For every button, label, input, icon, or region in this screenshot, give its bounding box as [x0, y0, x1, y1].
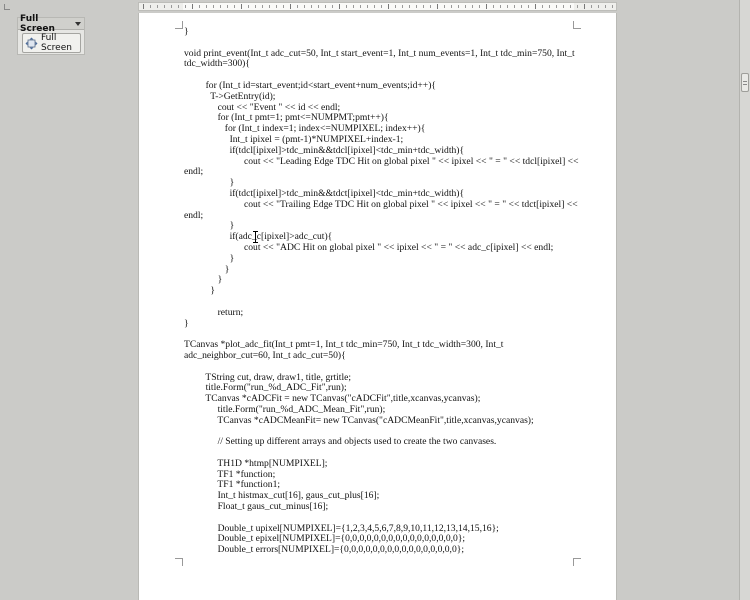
fullscreen-icon	[25, 37, 38, 50]
document-line[interactable]: // Setting up different arrays and objects used to create the two canvases.	[184, 436, 497, 448]
document-line[interactable]: TCanvas *plot_adc_fit(Int_t pmt=1, Int_t tdc_min=750, Int_t tdc_width=300, Int_t	[184, 339, 504, 351]
document-line[interactable]: }	[184, 263, 230, 275]
ruler-tick	[430, 5, 431, 8]
ruler-tick	[521, 5, 522, 8]
crop-mark	[175, 21, 183, 29]
full-screen-button-label: Full Screen	[41, 33, 72, 53]
document-line[interactable]: return;	[184, 306, 244, 318]
crop-mark	[175, 558, 183, 566]
ruler-tick	[150, 5, 151, 8]
document-line[interactable]: TH1D *htmp[NUMPIXEL];	[184, 457, 328, 469]
ruler-tick	[220, 5, 221, 8]
document-line[interactable]: TCanvas *cADCFit = new TCanvas("cADCFit",title,xcanvas,ycanvas);	[184, 393, 481, 405]
document-line[interactable]: for (Int_t pmt=1; pmt<=NUMPMT;pmt++){	[184, 112, 389, 124]
document-line[interactable]: TF1 *function1;	[184, 479, 281, 491]
ruler-tick	[612, 5, 613, 8]
vertical-scrollbar-thumb[interactable]	[741, 73, 749, 92]
document-line[interactable]: cout << "Event " << id << endl;	[184, 101, 341, 113]
ruler-tick	[213, 5, 214, 8]
document-line[interactable]	[184, 362, 574, 373]
ruler-tick	[458, 5, 459, 8]
ruler-tick	[332, 5, 333, 8]
document-line[interactable]: Int_t ipixel = (pmt-1)*NUMPIXEL+index-1;	[184, 133, 404, 145]
ruler-tick	[479, 5, 480, 8]
ruler-tick	[367, 5, 368, 8]
document-line[interactable]: }	[184, 220, 235, 232]
ruler-tick	[374, 5, 375, 8]
ruler-tick	[472, 5, 473, 8]
ruler-tick	[318, 5, 319, 8]
document-line[interactable]: Double_t epixel[NUMPIXEL]={0,0,0,0,0,0,0,0,0,0,0,0,0,0,0,0};	[184, 533, 466, 545]
ruler-tick	[556, 5, 557, 8]
ruler-tick	[248, 5, 249, 8]
ruler-tick	[325, 5, 326, 8]
document-line[interactable]: Float_t gaus_cut_minus[16];	[184, 501, 329, 513]
ruler-tick	[269, 5, 270, 8]
text-cursor-icon	[252, 231, 259, 243]
ruler-tick	[171, 5, 172, 8]
ruler-tick	[549, 5, 550, 8]
ruler-tick	[535, 4, 536, 9]
ruler-tick	[388, 4, 389, 9]
document-line[interactable]: }	[184, 285, 215, 297]
ruler-tick	[353, 5, 354, 8]
ruler-tick	[185, 5, 186, 8]
crop-mark	[573, 558, 581, 566]
ruler-tick	[409, 5, 410, 8]
document-line[interactable]: TString cut, draw, draw1, title, grtitle;	[184, 371, 352, 383]
document-line[interactable]: cout << "ADC Hit on global pixel " << ipixel << " = " << adc_c[ipixel] << endl;	[184, 241, 554, 253]
ruler-tick	[500, 5, 501, 8]
document-line[interactable]: void print_event(Int_t adc_cut=50, Int_t start_event=1, Int_t num_events=1, Int_t tdc_min=750, Int_t	[184, 47, 575, 59]
ruler-tick	[563, 5, 564, 8]
document-line[interactable]: title.Form("run_%d_ADC_Fit",run);	[184, 382, 347, 394]
grip-icon	[743, 81, 747, 85]
document-line[interactable]: TCanvas *cADCMeanFit= new TCanvas("cADCMeanFit",title,xcanvas,ycanvas);	[184, 414, 534, 426]
ruler-tick	[227, 5, 228, 8]
ruler-tick	[178, 5, 179, 8]
ruler-tick	[444, 5, 445, 8]
document-line[interactable]: Double_t upixel[NUMPIXEL]={1,2,3,4,5,6,7,8,9,10,11,12,13,14,15,16};	[184, 522, 499, 534]
document-line[interactable]: T->GetEntry(id);	[184, 90, 276, 102]
document-line[interactable]: tdc_width=300){	[184, 58, 250, 70]
ruler-tick	[570, 5, 571, 8]
ruler-tick	[423, 5, 424, 8]
ruler-tick	[157, 5, 158, 8]
ruler-tick	[486, 4, 487, 9]
crop-mark	[573, 21, 581, 29]
document-line[interactable]: }	[184, 252, 235, 264]
ruler-tick	[437, 4, 438, 9]
ruler-tick	[577, 5, 578, 8]
document-line[interactable]: }	[184, 177, 235, 189]
ruler-tick	[241, 4, 242, 9]
ruler-tick	[514, 5, 515, 8]
document-line[interactable]: endl;	[184, 209, 204, 221]
ruler-tick	[584, 4, 585, 9]
ruler-tick	[199, 5, 200, 8]
document-page[interactable]	[138, 13, 617, 600]
ruler-tick	[416, 5, 417, 8]
document-line[interactable]: if(tdcl[ipixel]>tdc_min&&tdcl[ipixel]<tdc_min+tdc_width){	[184, 144, 465, 156]
ruler-tick	[206, 5, 207, 8]
document-line[interactable]: for (Int_t id=start_event;id<start_event+num_events;id++){	[184, 79, 436, 91]
ruler-tick	[402, 5, 403, 8]
ruler-tick	[283, 5, 284, 8]
chevron-down-icon[interactable]	[75, 22, 81, 26]
document-line[interactable]	[184, 38, 574, 49]
horizontal-ruler[interactable]	[138, 2, 617, 11]
ruler-tick	[395, 5, 396, 8]
ruler-tick	[465, 5, 466, 8]
document-line[interactable]: if(tdct[ipixel]>tdc_min&&tdct[ipixel]<tdc_min+tdc_width){	[184, 187, 465, 199]
document-line[interactable]: }	[184, 274, 223, 286]
document-line[interactable]: TF1 *function;	[184, 468, 276, 480]
fullscreen-toolbar-titlebar[interactable]	[18, 13, 84, 34]
ruler-tick	[262, 5, 263, 8]
ruler-tick	[304, 5, 305, 8]
document-line[interactable]: title.Form("run_%d_ADC_Mean_Fit",run);	[184, 403, 386, 415]
document-line[interactable]: }	[184, 26, 189, 37]
ruler-tick	[598, 5, 599, 8]
corner-mark	[4, 4, 10, 10]
ruler-tick	[311, 5, 312, 8]
document-line[interactable]: }	[184, 317, 189, 329]
document-line[interactable]: cout << "Leading Edge TDC Hit on global pixel " << ipixel << " = " << tdcl[ipixel] <<	[184, 155, 579, 167]
vertical-scrollbar[interactable]	[739, 0, 750, 600]
ruler-tick	[507, 5, 508, 8]
ruler-tick	[591, 5, 592, 8]
ruler-tick	[234, 5, 235, 8]
ruler-tick	[346, 5, 347, 8]
ruler-tick	[192, 4, 193, 9]
document-line[interactable]: Double_t errors[NUMPIXEL]={0,0,0,0,0,0,0,0,0,0,0,0,0,0,0,0};	[184, 544, 465, 556]
ruler-tick	[451, 5, 452, 8]
ruler-tick	[143, 4, 144, 9]
document-line[interactable]: cout << "Trailing Edge TDC Hit on global pixel " << ipixel << " = " << tdct[ipixel] <<	[184, 198, 578, 210]
ruler-tick	[528, 5, 529, 8]
ruler-tick	[297, 5, 298, 8]
ruler-tick	[360, 5, 361, 8]
document-line[interactable]: for (Int_t index=1; index<=NUMPIXEL; index++){	[184, 123, 426, 135]
document-line[interactable]: adc_neighbor_cut=60, Int_t adc_cut=50){	[184, 349, 346, 361]
fullscreen-toolbar[interactable]	[17, 13, 85, 55]
document-text[interactable]	[184, 26, 579, 556]
document-line[interactable]: endl;	[184, 166, 204, 178]
document-line[interactable]: Int_t histmax_cut[16], gaus_cut_plus[16];	[184, 490, 380, 502]
ruler-tick	[290, 4, 291, 9]
ruler-tick	[605, 5, 606, 8]
ruler-tick	[164, 5, 165, 8]
ruler-tick	[493, 5, 494, 8]
ruler-tick	[276, 5, 277, 8]
document-line[interactable]: if(adc_c[ipixel]>adc_cut){	[184, 231, 333, 243]
full-screen-button[interactable]	[22, 33, 81, 53]
fullscreen-toolbar-title: Full Screen	[20, 13, 55, 34]
ruler-tick	[542, 5, 543, 8]
ruler-tick	[339, 4, 340, 9]
ruler-tick	[255, 5, 256, 8]
ruler-tick	[381, 5, 382, 8]
